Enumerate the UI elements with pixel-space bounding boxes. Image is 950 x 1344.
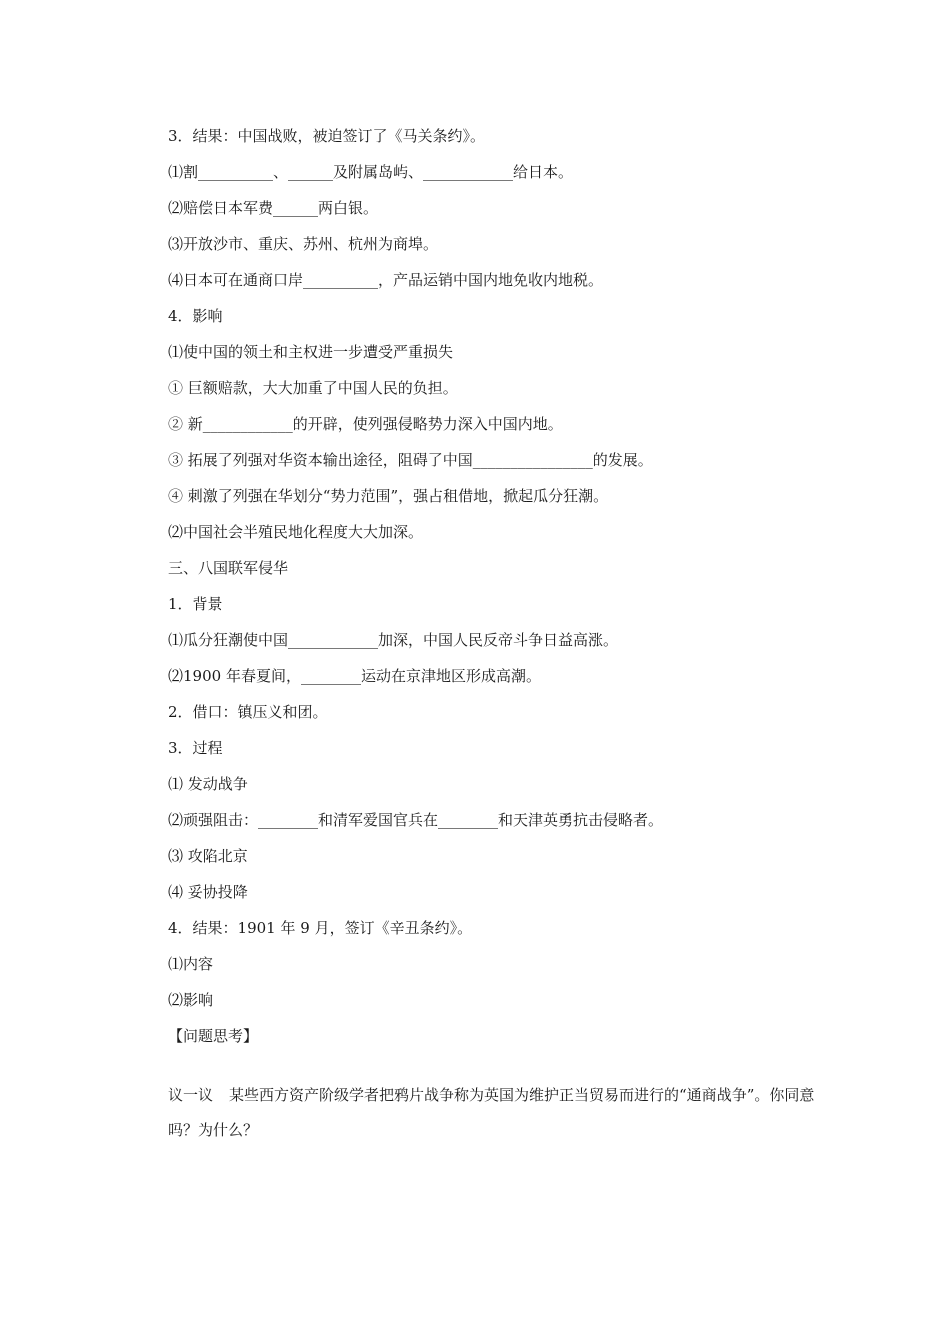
impact-subitem-2: ② 新____________的开辟，使列强侵略势力深入中国内地。 — [168, 415, 563, 433]
result-heading: 3．结果：中国战败，被迫签订了《马关条约》。 — [168, 127, 486, 145]
process-item-2: ⑵顽强阻击：________和清军爱国官兵在________和天津英勇抗击侵略者。 — [168, 811, 664, 829]
impact-heading: 4．影响 — [168, 307, 223, 325]
treaty-clause-indemnity: ⑵赔偿日本军费______两白银。 — [168, 199, 379, 217]
discussion-text: 某些西方资产阶级学者把鸦片战争称为英国为维护正当贸易而进行的“通商战争”。你同意吗？为什么？ — [168, 1086, 815, 1139]
treaty-clause-ports: ⑶开放沙市、重庆、苏州、杭州为商埠。 — [168, 235, 439, 253]
process-item-1: ⑴ 发动战争 — [168, 775, 248, 793]
result-item-1: ⑴内容 — [168, 955, 214, 973]
background-item-1: ⑴瓜分狂潮使中国____________加深，中国人民反帝斗争日益高涨。 — [168, 631, 619, 649]
treaty-clause-factories: ⑷日本可在通商口岸__________，产品运销中国内地免收内地税。 — [168, 271, 604, 289]
impact-subitem-1: ① 巨额赔款，大大加重了中国人民的负担。 — [168, 379, 458, 397]
section-heading-eight-nation: 三、八国联军侵华 — [168, 559, 289, 577]
background-heading: 1．背景 — [168, 595, 223, 613]
pretext-line: 2．借口：镇压义和团。 — [168, 703, 328, 721]
result-heading-2: 4．结果：1901 年 9 月，签订《辛丑条约》。 — [168, 919, 473, 937]
impact-item-1: ⑴使中国的领土和主权进一步遭受严重损失 — [168, 343, 454, 361]
process-item-3: ⑶ 攻陷北京 — [168, 847, 248, 865]
process-heading: 3．过程 — [168, 739, 223, 757]
impact-item-2: ⑵中国社会半殖民地化程度大大加深。 — [168, 523, 424, 541]
result-item-2: ⑵影响 — [168, 991, 214, 1009]
process-item-4: ⑷ 妥协投降 — [168, 883, 248, 901]
treaty-clause-cession: ⑴割__________、______及附属岛屿、____________给日本。 — [168, 163, 574, 181]
discussion-label: 议一议 — [168, 1086, 214, 1104]
impact-subitem-3: ③ 拓展了列强对华资本输出途径，阻碍了中国________________的发展。 — [168, 451, 653, 469]
impact-subitem-4: ④ 刺激了列强在华划分“势力范围”，强占租借地，掀起瓜分狂潮。 — [168, 487, 609, 505]
question-section-heading: 【问题思考】 — [168, 1027, 259, 1045]
background-item-2: ⑵1900 年春夏间，________运动在京津地区形成高潮。 — [168, 667, 541, 685]
discussion-question — [168, 1078, 820, 1148]
